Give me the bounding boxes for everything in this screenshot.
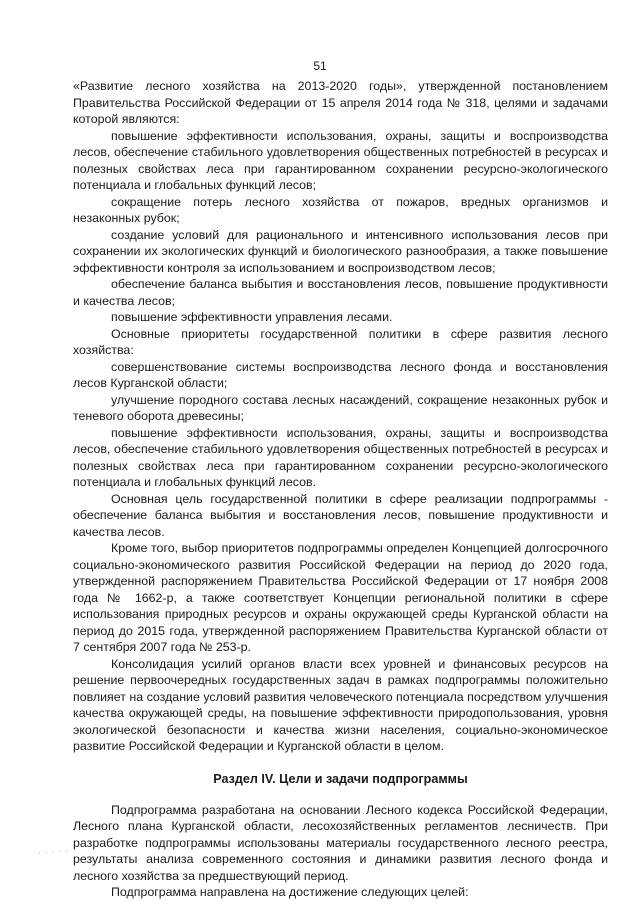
paragraph: «Развитие лесного хозяйства на 2013-2020 годы», утвержденной постановлением Правительства Российской Федерации от 15 апреля 2014 года № 318, целями и задачами которой являются: bbox=[73, 79, 608, 126]
paragraph: сокращение потерь лесного хозяйства от пожаров, вредных организмов и незаконных рубок; bbox=[73, 194, 608, 225]
paragraph: совершенствование системы воспроизводства лесного фонда и восстановления лесов Курганской области; bbox=[73, 359, 608, 390]
paragraph: Консолидация усилий органов власти всех уровней и финансовых ресурсов на решение первоочередных государственных задач в рамках подпрограммы положительно повлияет на создание условий развития человеческого потенциала посредством улучшения качества окружающей среды, на повышение эффективности природопользования, уровня экологической безопасности и качества жизни населения, социально-экономическое развитие Российской Федерации и Курганской области в целом. bbox=[73, 656, 608, 753]
paragraph: Основные приоритеты государственной политики в сфере развития лесного хозяйства: bbox=[73, 326, 608, 357]
paragraph: обеспечение баланса выбытия и восстановления лесов, повышение продуктивности и качества лесов; bbox=[73, 277, 608, 308]
paragraph: создание условий для рационального и интенсивного использования лесов при сохранении их экологических функций и биологического разнообразия, а также повышение эффективности контроля за использованием и воспроизводством лесов; bbox=[73, 227, 608, 275]
paragraph: повышение эффективности использования, охраны, защиты и воспроизводства лесов, обеспечение стабильного удовлетворения общественных потребностей в ресурсах и полезных свойствах леса при гарантированном сохранении ресурсно-экологического потенциала и глобальных функций лесов. bbox=[73, 425, 608, 489]
paragraph: Подпрограмма направлена на достижение следующих целей: bbox=[111, 885, 469, 899]
paragraph: Кроме того, выбор приоритетов подпрограммы определен Концепцией долгосрочного социально-экономического развития Российской Федерации на период до 2020 года, утвержденной распоряжением Правительства Российской Федерации от 17 ноября 2008 года № 1662-р, а также соответствует Концепции региональной политики в сфере использования природных ресурсов и охраны окружающей среды Курганской области на период до 2015 года, утвержденной распоряжением Правительства Курганской области от 7 сентября 2007 года № 253-р. bbox=[73, 541, 608, 654]
paragraph: Подпрограмма разработана на основании Лесного кодекса Российской Федерации, Лесного плана Курганской области, лесохозяйственных регламентов лесничеств. При разработке подпрограммы использованы материалы государственного лесного реестра, результаты анализа современного состояния и динамики развития лесного фонда и лесного хозяйства за предшествующий период. bbox=[73, 802, 608, 883]
page-number: 51 bbox=[313, 59, 327, 73]
scan-artifact: · · · · · bbox=[37, 845, 70, 858]
section-heading: Раздел IV. Цели и задачи подпрограммы bbox=[213, 771, 468, 786]
paragraph: повышение эффективности управления лесами. bbox=[111, 310, 393, 324]
paragraph: повышение эффективности использования, охраны, защиты и воспроизводства лесов, обеспечение стабильного удовлетворения общественных потребностей в ресурсах и полезных свойствах леса при гарантированном сохранении ресурсно-экологического потенциала и глобальных функций лесов; bbox=[73, 128, 608, 192]
paragraph-list bbox=[73, 78, 608, 755]
document-body bbox=[73, 78, 608, 901]
section-paragraph-list bbox=[73, 802, 608, 901]
paragraph: Основная цель государственной политики в сфере реализации подпрограммы - обеспечение баланса выбытия и восстановления лесов, повышение продуктивности и качества лесов. bbox=[73, 491, 608, 539]
paragraph: улучшение породного состава лесных насаждений, сокращение незаконных рубок и теневого оборота древесины; bbox=[73, 392, 608, 423]
